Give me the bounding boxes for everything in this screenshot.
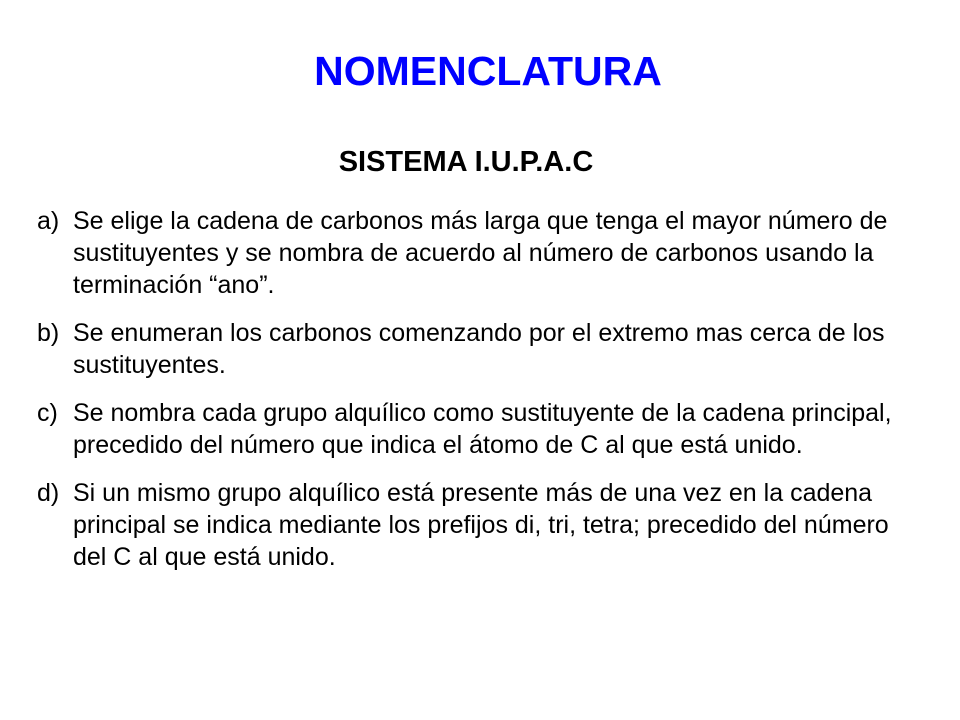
rules-list: [37, 205, 922, 589]
rule-text: Se elige la cadena de carbonos más larga que tenga el mayor número de sustituyentes y se nombra de acuerdo al número de carbonos usando la terminación “ano”.: [73, 207, 888, 299]
rule-item-c: [37, 397, 922, 461]
rule-text: Se enumeran los carbonos comenzando por el extremo mas cerca de los sustituyentes.: [73, 319, 885, 379]
rule-marker: c): [37, 399, 58, 427]
rule-item-a: [37, 205, 922, 301]
rule-marker: d): [37, 479, 60, 507]
rule-marker: b): [37, 319, 60, 347]
rule-marker: a): [37, 207, 60, 235]
rule-item-b: [37, 317, 922, 381]
rule-item-d: [37, 477, 922, 573]
rule-text: Se nombra cada grupo alquílico como sustituyente de la cadena principal, precedido del número que indica el átomo de C al que está unido.: [73, 399, 892, 459]
slide-title: NOMENCLATURA: [314, 48, 662, 94]
slide-subtitle: SISTEMA I.U.P.A.C: [338, 146, 594, 178]
rule-text: Si un mismo grupo alquílico está presente más de una vez en la cadena principal se indica mediante los prefijos di, tri, tetra; precedido del número del C al que está unido.: [73, 479, 889, 571]
